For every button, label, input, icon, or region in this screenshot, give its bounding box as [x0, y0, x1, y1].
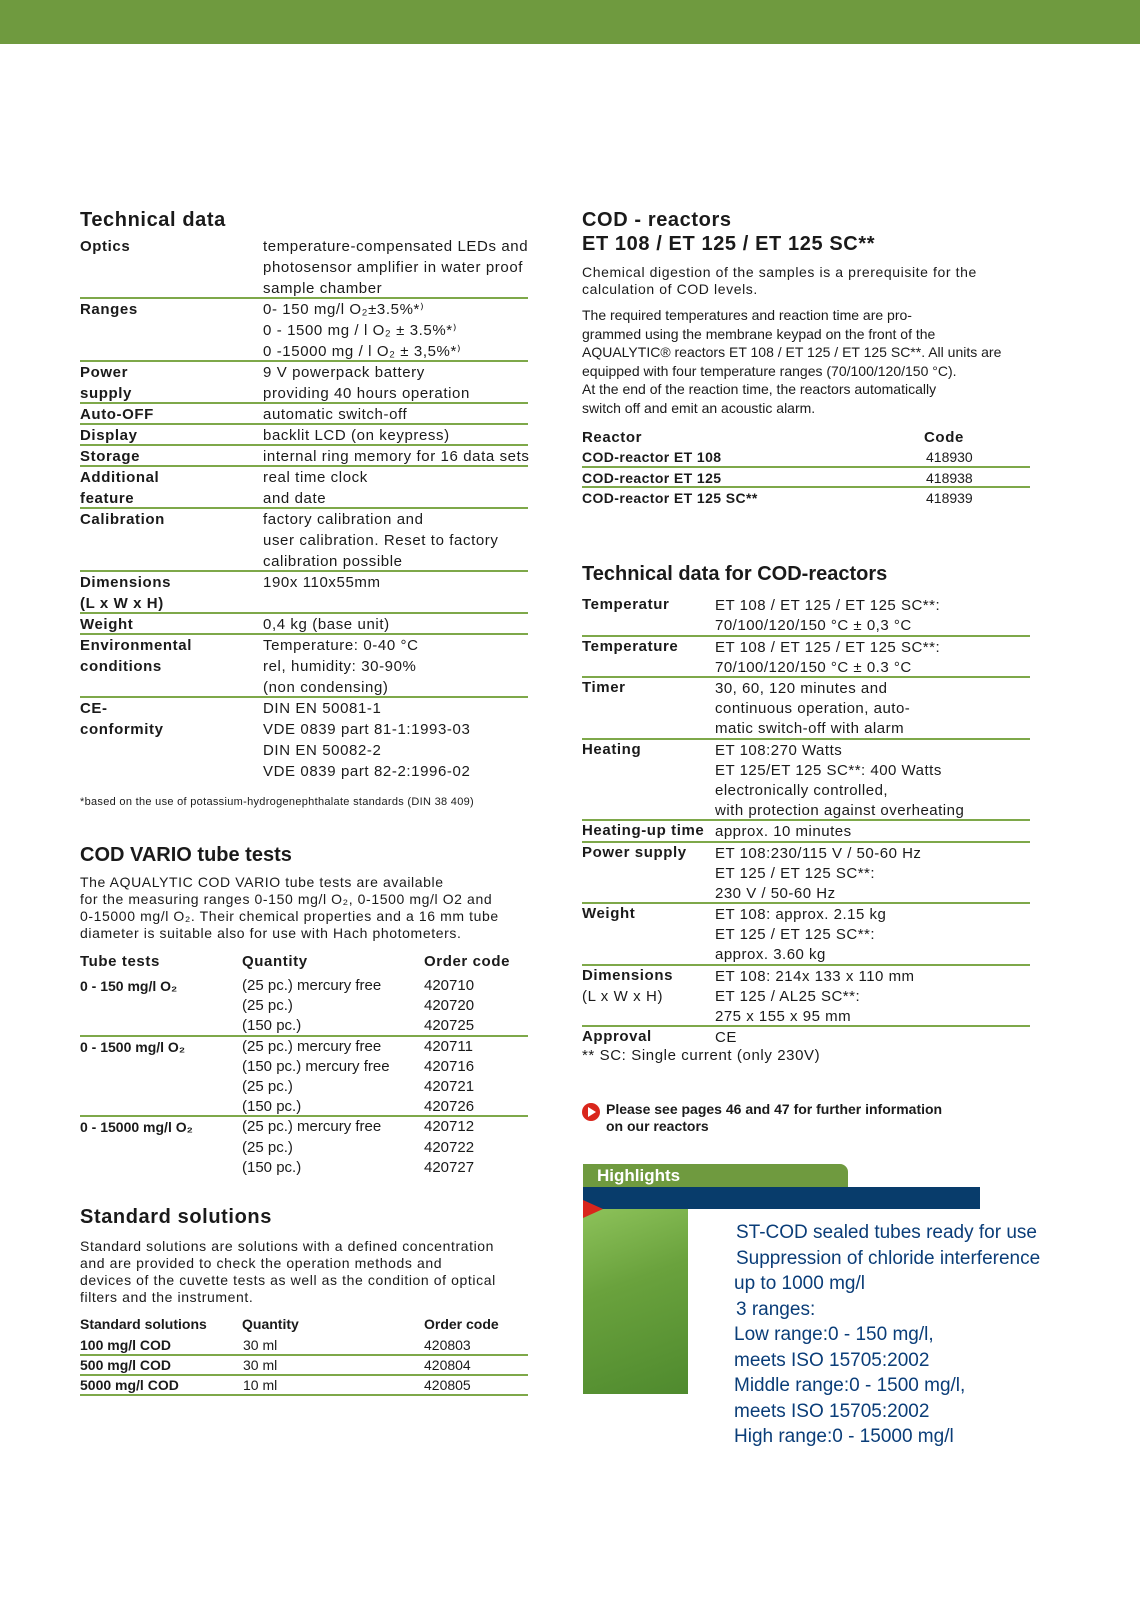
standard-header-name: Standard solutions: [80, 1316, 207, 1332]
reactor-tech-value: ET 108 / ET 125 / ET 125 SC**:: [715, 597, 941, 614]
reactor-header-code: Code: [924, 429, 964, 446]
row-divider: [582, 676, 1030, 678]
reactor-code: 418930: [926, 449, 973, 465]
reactor-tech-value: ET 108:230/115 V / 50-60 Hz: [715, 844, 922, 862]
tech-row-value: user calibration. Reset to factory: [263, 532, 499, 549]
tech-row-value: (non condensing): [263, 679, 389, 696]
standard-order-code: 420804: [424, 1357, 471, 1373]
reactor-tech-value: with protection against overheating: [715, 801, 965, 819]
vario-quantity: (150 pc.): [242, 1017, 302, 1035]
vario-quantity: (25 pc.) mercury free: [242, 977, 382, 994]
tech-row-label: CE-: [80, 700, 108, 717]
standard-quantity: 30 ml: [243, 1337, 278, 1353]
vario-order-code: 420716: [424, 1057, 475, 1075]
standard-quantity: 30 ml: [243, 1357, 278, 1373]
technical-data-title: Technical data: [80, 209, 226, 231]
tech-row-value: 9 V powerpack battery: [263, 364, 425, 381]
reactor-tech-value: ET 108:270 Watts: [715, 741, 843, 759]
reactor-tech-value: 230 V / 50-60 Hz: [715, 884, 836, 902]
reactor-tech-value: 70/100/120/150 °C ± 0,3 °C: [715, 617, 912, 634]
tech-row-label: Calibration: [80, 511, 165, 528]
reactor-header-name: Reactor: [582, 429, 643, 446]
reactor-tech-footnote: ** SC: Single current (only 230V): [582, 1047, 821, 1064]
standard-header-quantity: Quantity: [242, 1316, 299, 1332]
reactor-tech-label: Temperature: [582, 637, 679, 655]
vario-header-quantity: Quantity: [242, 953, 308, 970]
reactor-tech-title: Technical data for COD-reactors: [582, 563, 888, 585]
tech-row-label: Dimensions: [80, 574, 172, 591]
vario-intro-line: diameter is suitable also for use with Hach photometers.: [80, 925, 462, 941]
reactor-tech-label: Approval: [582, 1028, 652, 1045]
tech-row-label: conditions: [80, 658, 162, 675]
vario-intro-line: The AQUALYTIC COD VARIO tube tests are available: [80, 874, 444, 890]
reactor-code: 418938: [926, 469, 973, 486]
highlights-list: [734, 1220, 1064, 1450]
standard-intro-line: filters and the instrument.: [80, 1289, 254, 1305]
reactor-tech-value: 275 x 155 x 95 mm: [715, 1007, 852, 1025]
tech-row-value: sample chamber: [263, 280, 383, 297]
highlight-line: Suppression of chloride interference: [736, 1247, 1041, 1269]
tech-row-value: automatic switch-off: [263, 406, 408, 423]
tech-row-value: providing 40 hours operation: [263, 385, 470, 402]
standard-order-code: 420805: [424, 1377, 471, 1393]
tech-row-label: Additional: [80, 469, 160, 486]
standard-intro-line: and are provided to check the operation methods and: [80, 1255, 443, 1271]
reactors-p2-line: AQUALYTIC® reactors ET 108 / ET 125 / ET 125 SC**. All units are: [582, 344, 1002, 360]
reactors-paragraph-1: [582, 264, 1042, 298]
tech-row-label: feature: [80, 490, 135, 507]
vario-quantity: (25 pc.): [242, 1078, 293, 1095]
reactor-tech-value: ET 125/ET 125 SC**: 400 Watts: [715, 761, 942, 779]
vario-range: 0 - 15000 mg/l O₂: [80, 1119, 193, 1136]
highlight-line: ST-COD sealed tubes ready for use: [736, 1222, 1037, 1243]
reactor-tech-value: ET 108: 214x 133 x 110 mm: [715, 967, 915, 985]
reactor-tech-label: (L x W x H): [582, 987, 664, 1005]
highlight-line: meets ISO 15705:2002: [734, 1400, 930, 1422]
reactor-tech-label: Dimensions: [582, 966, 674, 984]
row-divider: [80, 1394, 528, 1396]
tech-row-value: backlit LCD (on keypress): [263, 427, 450, 444]
tech-row-value: DIN EN 50082-2: [263, 742, 382, 759]
tech-row-label: Power: [80, 364, 129, 381]
reactor-tech-value: ET 108 / ET 125 / ET 125 SC**:: [715, 638, 941, 656]
tech-row-value: calibration possible: [263, 553, 403, 570]
reactors-p2-line: grammed using the membrane keypad on the front of the: [582, 325, 936, 342]
vario-intro-line: for the measuring ranges 0-150 mg/l O₂, 0-1500 mg/l O2 and: [80, 891, 493, 907]
reactors-p1-line: calculation of COD levels.: [582, 281, 758, 297]
standard-name: 5000 mg/l COD: [80, 1377, 179, 1393]
vario-order-code: 420727: [424, 1158, 475, 1176]
reactors-p2-line: At the end of the reaction time, the reactors automatically: [582, 381, 937, 397]
standard-header-order: Order code: [424, 1316, 499, 1332]
reactor-code: 418939: [926, 490, 973, 506]
standard-title: Standard solutions: [80, 1206, 272, 1228]
reactor-tech-value: ET 125 / ET 125 SC**:: [715, 864, 876, 882]
vario-order-code: 420720: [424, 997, 475, 1015]
reactor-name: COD-reactor ET 108: [582, 449, 722, 465]
vario-order-code: 420712: [424, 1118, 475, 1136]
reactor-tech-label: Weight: [582, 905, 636, 922]
row-divider: [582, 486, 1030, 488]
reactor-tech-value: CE: [715, 1029, 737, 1046]
tech-row-value: 190x 110x55mm: [263, 574, 381, 591]
tech-row-label: (L x W x H): [80, 595, 164, 612]
highlight-line: 3 ranges:: [736, 1298, 816, 1320]
tech-row-label: supply: [80, 385, 132, 402]
reactors-title-2: ET 108 / ET 125 / ET 125 SC**: [582, 233, 876, 255]
vario-range: 0 - 1500 mg/l O₂: [80, 1038, 186, 1055]
highlight-line: up to 1000 mg/l: [734, 1273, 865, 1294]
tech-row-value: Temperature: 0-40 °C: [263, 637, 419, 654]
reactors-paragraph-2: [582, 306, 1042, 417]
tech-row-label: Environmental: [80, 637, 192, 654]
vario-intro: [80, 874, 550, 942]
tech-row-value: 0 - 1500 mg / l O₂ ± 3.5%*⁾: [263, 322, 458, 339]
tech-row-label: Display: [80, 427, 138, 444]
reactor-tech-label: Heating-up time: [582, 822, 705, 839]
vario-order-code: 420721: [424, 1078, 475, 1095]
highlights-green-panel: [583, 1209, 688, 1394]
reactor-tech-value: electronically controlled,: [715, 781, 889, 799]
reactor-name: COD-reactor ET 125: [582, 469, 722, 486]
reactor-tech-value: ET 125 / AL25 SC**:: [715, 987, 861, 1005]
tech-row-value: factory calibration and: [263, 511, 424, 528]
reactor-tech-value: continuous operation, auto-: [715, 700, 911, 717]
standard-intro-line: devices of the cuvette tests as well as the condition of optical: [80, 1272, 496, 1288]
highlights-marker-icon: [583, 1200, 603, 1218]
highlight-line: Middle range:0 - 1500 mg/l,: [734, 1375, 966, 1396]
tech-row-value: VDE 0839 part 82-2:1996-02: [263, 763, 471, 780]
arrow-right-icon: [582, 1103, 600, 1121]
reactor-tech-label: Power supply: [582, 843, 687, 861]
tech-row-value: 0- 150 mg/l O₂±3.5%*⁾: [263, 301, 425, 318]
tech-row-value: rel, humidity: 30-90%: [263, 658, 417, 675]
reactor-name: COD-reactor ET 125 SC**: [582, 490, 758, 506]
reactor-tech-value: 30, 60, 120 minutes and: [715, 680, 888, 697]
vario-header-order: Order code: [424, 953, 511, 970]
highlight-line: meets ISO 15705:2002: [734, 1349, 930, 1371]
tech-row-value: internal ring memory for 16 data sets: [263, 448, 530, 465]
tech-row-label: conformity: [80, 721, 164, 738]
tech-row-value: real time clock: [263, 469, 368, 486]
vario-quantity: (150 pc.) mercury free: [242, 1057, 390, 1075]
vario-header-tube: Tube tests: [80, 953, 160, 970]
tech-row-value: VDE 0839 part 81-1:1993-03: [263, 721, 471, 738]
highlights-navy-bar: [583, 1187, 980, 1209]
pointer-line: Please see pages 46 and 47 for further information: [606, 1101, 943, 1117]
vario-order-code: 420710: [424, 977, 475, 994]
reactor-tech-label: Temperatur: [582, 596, 670, 613]
reactor-tech-value: ET 108: approx. 2.15 kg: [715, 906, 887, 923]
technical-data-footnote: *based on the use of potassium-hydrogenephthalate standards (DIN 38 409): [80, 796, 475, 808]
row-divider: [582, 466, 1030, 468]
vario-order-code: 420722: [424, 1138, 475, 1156]
tech-row-label: Weight: [80, 616, 134, 633]
tech-row-value: and date: [263, 490, 327, 507]
reactor-tech-value: approx. 10 minutes: [715, 823, 852, 840]
reactor-tech-label: Timer: [582, 679, 626, 696]
reactors-pointer-text[interactable]: [606, 1101, 942, 1135]
vario-quantity: (150 pc.): [242, 1098, 302, 1116]
tech-row-value: photosensor amplifier in water proof: [263, 259, 524, 276]
highlight-line: High range:0 - 15000 mg/l: [734, 1426, 954, 1447]
tech-row-value: 0,4 kg (base unit): [263, 616, 390, 633]
standard-name: 500 mg/l COD: [80, 1357, 172, 1373]
tech-row-value: 0 -15000 mg / l O₂ ± 3,5%*⁾: [263, 343, 462, 360]
vario-range: 0 - 150 mg/l O₂: [80, 978, 178, 994]
vario-quantity: (150 pc.): [242, 1158, 302, 1176]
standard-order-code: 420803: [424, 1337, 471, 1353]
standard-quantity: 10 ml: [243, 1377, 278, 1393]
standard-intro: [80, 1238, 550, 1306]
tech-row-value: DIN EN 50081-1: [263, 700, 382, 717]
reactor-tech-value: ET 125 / ET 125 SC**:: [715, 926, 876, 943]
reactors-title-1: COD - reactors: [582, 209, 732, 231]
tech-row-value: temperature-compensated LEDs and: [263, 238, 529, 255]
reactor-tech-value: matic switch-off with alarm: [715, 720, 905, 737]
highlights-tab: Highlights: [583, 1164, 848, 1188]
vario-quantity: (25 pc.): [242, 997, 293, 1015]
tech-row-label: Ranges: [80, 301, 138, 318]
vario-quantity: (25 pc.) mercury free: [242, 1118, 382, 1136]
tech-row-label: Auto-OFF: [80, 406, 154, 423]
vario-quantity: (25 pc.): [242, 1138, 293, 1156]
reactor-tech-label: Heating: [582, 740, 642, 758]
vario-order-code: 420711: [424, 1037, 473, 1055]
vario-order-code: 420725: [424, 1017, 475, 1035]
reactor-tech-value: approx. 3.60 kg: [715, 946, 826, 963]
standard-intro-line: Standard solutions are solutions with a defined concentration: [80, 1238, 495, 1254]
vario-title: COD VARIO tube tests: [80, 844, 292, 866]
standard-name: 100 mg/l COD: [80, 1337, 172, 1353]
vario-order-code: 420726: [424, 1098, 475, 1116]
row-divider: [582, 902, 1030, 904]
tech-row-label: Optics: [80, 238, 131, 255]
reactors-p1-line: Chemical digestion of the samples is a prerequisite for the: [582, 264, 977, 280]
pointer-line: on our reactors: [606, 1118, 709, 1134]
reactors-p2-line: switch off and emit an acoustic alarm.: [582, 399, 816, 416]
highlight-line: Low range:0 - 150 mg/l,: [734, 1324, 934, 1345]
reactor-tech-value: 70/100/120/150 °C ± 0.3 °C: [715, 658, 912, 676]
reactors-p2-line: equipped with four temperature ranges (70/100/120/150 °C).: [582, 362, 957, 379]
top-green-bar: [0, 0, 1140, 44]
reactors-p2-line: The required temperatures and reaction time are pro-: [582, 307, 912, 323]
vario-quantity: (25 pc.) mercury free: [242, 1037, 382, 1055]
vario-intro-line: 0-15000 mg/l O₂. Their chemical properties and a 16 mm tube: [80, 908, 499, 924]
row-divider: [582, 738, 1030, 740]
tech-row-label: Storage: [80, 448, 141, 465]
